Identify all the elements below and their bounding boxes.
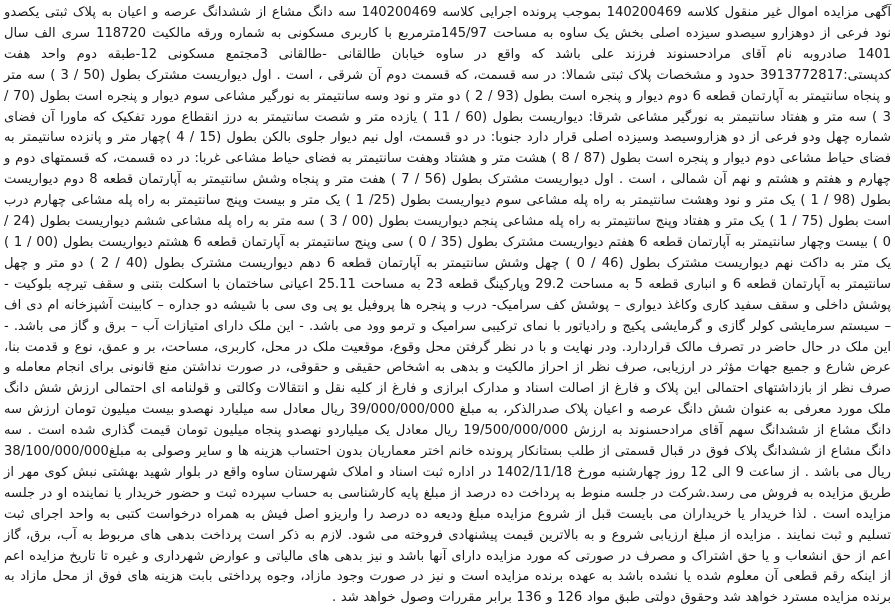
auction-notice-text: آگهی مزایده اموال غیر منقول کلاسه 140200469 بموجب پرونده اجرایی کلاسه 140200469 سه دانگ مشاع از ششدانگ عرصه و اعیان به پلاک ثبتی یکصدو نود فرعی از دوهزارو سیصدو سیزده اصلی بخش یک ساوه به مساحت 145/97مترمربع با کاربری مسکونی به شماره ورقه مالکیت 118720 سری الف سال 1401 صادروبه نام آقای مرادحسنوند فرزند علی باشد که واقع در ساوه خیابان طالقانی -طالقانی 3مجتمع مسکونی 12-طبقه دوم واحد هفت کدپستی:3913772817 حدود و مشخصات پلاک ثبتی شمالا: در سه قسمت، که قسمت دوم آن شرقی ، است . اول دیواریست مشترک بطول (50 / 3 ) سه متر و پنجاه سانتیمتر به آپارتمان قطعه 6 دوم دیوار و پنجره است بطول (93 / 2 ) دو متر و نود وسه سانتیمتر به نورگیر مشاعی سوم دیوار و پنجره است بطول (70 / 3 ) سه متر و هفتاد سانتیمتر به نورگیر مشاعی شرقا: دیواریست بطول (60 / 11 ) یازده متر و شصت سانتیمتر به درز انقطاع مورد تفکیک که ماورا آن فضای شماره چهل ودو فرعی از دو هزاروسیصد وسیزده اصلی قرار دارد جنوبا: در دو قسمت، اول نیم دیوار جلوی بالکن بطول (15 / 4 )چهار متر و پانزده سانتیمتر به فضای حیاط مشاعی دوم دیوار و پنجره است بطول (87 / 8 ) هشت متر و هشتاد وهفت سانتیمتر به فضای حیاط مشاعی غربا: در ده قسمت، که قسمتهای دوم و چهارم و هفتم و هشتم و نهم آن شمالی ، است . اول دیواریست مشترک بطول (56 / 7 ) هفت متر و پنجاه وشش سانتیمتر به آپارتمان قطعه 8 دوم دیواریست بطول (98 / 1 ) یک متر و نود وهشت سانتیمتر به راه پله مشاعی سوم دیواریست بطول (25/ 1 ) یک متر و بیست وپنج سانتیمتر به راه پله مشاعی چهارم درب است بطول (75 / 1 ) یک متر و هفتاد وپنج سانتیمتر به راه پله مشاعی پنجم دیواریست بطول (00 / 3 ) سه متر به راه پله مشاعی ششم دیواریست بطول (24 / 0 ) بیست وچهار سانتیمتر به آپارتمان قطعه 6 هفتم دیواریست مشترک بطول (35 / 0 ) سی وپنج سانتیمتر به آپارتمان قطعه 6 هشتم دیواریست بطول (00 / 1 ) یک متر به داکت نهم دیواریست مشترک بطول (46 / 0 ) چهل وشش سانتیمتر به آپارتمان قطعه 6 دهم دیواریست مشترک بطول (40 / 2 ) دو متر و چهل سانتیمتر به آپارتمان قطعه 6 و انباری قطعه 5 به مساحت 29.2 وپارکینگ قطعه 23 به مساحت 25.11 اعیانی ساختمان با اسکلت بتنی و سقف تیرچه بلوکیت - پوشش داخلی و سقف سفید کاری وکاغذ دیواری – پوشش کف سرامیک- درب و پنجره ها پروفیل یو پی وی سی با شیشه دو جداره – کابینت آشپزخانه ام دی اف – سیستم سرمایشی کولر گازی و گرمایشی پکیج و رادیاتور با نمای ترکیبی سرامیک و ترمو وود می باشد. - این ملک دارای امتیازات آب – برق و گاز می باشد. - این ملک در حال حاضر در تصرف مالک قراردارد. ودر نهایت و با در نظر گرفتن محل وقوع، موقعیت ملک در محل، کاربری، مساحت، بر و عمق، نوع و قدمت بنا، عرض شارع و جمیع جهات مؤثر در ارزیابی، صرف نظر از احراز مالکیت و بدهی به اشخاص حقیقی و حقوقی، در صورت نداشتن منع قانونی برای انجام معامله و صرف نظر از بازداشتهای احتمالی این پلاک و فارغ از اصالت اسناد و مدارک ابرازی و فارغ از کلیه نقل و انتقالات وکالتی و قولنامه ای احتمالی ارزش شش دانگ ملک مورد معرفی به عنوان شش دانگ عرصه و اعیان پلاک صدرالذکر، به مبلغ 39/000/000/000 ریال معادل سه میلیارد نهصدو بیست میلیون تومان ارزش سه دانگ مشاع از ششدانگ سهم آقای مرادحسنوند به ارزش 19/500/000/000 ریال معادل یک میلیاردو نهصدو پنجاه میلیون تومان قیمت گذاری شده است . سه دانگ مشاع از ششدانگ پلاک فوق در قبال قسمتی از طلب بستانکار پرونده خانم اختر معماریان بدون احتساب هزینه ها و سایر وصولی به مبلغ38/100/000/000 ریال می باشد . از ساعت 9 الی 12 روز چهارشنبه مورخ 1402/11/18 در اداره ثبت اسناد و املاک شهرستان ساوه واقع در بلوار شهید بهشتی نبش کوی مهر از طریق مزایده به فروش می رسد.شرکت در جلسه منوط به پرداخت ده درصد از مبلغ پایه کارشناسی به حساب سپرده ثبت و حضور خریدار یا نماینده او در جلسه مزایده است . لذا خریدار یا خریداران می بایست قبل از شروع مزایده مبلغ ودیعه ده درصد را واریزو اصل فیش به همراه درخواست کتبی به واحد اجرای ثبت تسلیم و ثبت نمایند . مزایده از مبلغ ارزیابی شروع و به بالاترین قیمت پیشنهادی فروخته می شود. لازم به ذکر است پرداخت بدهی های مربوط به آب، برق، گاز اعم از حق انشعاب و یا حق اشتراک و مصرف در صورتی که مورد مزایده دارای آنها باشد و نیز بدهی های مالیاتی و عوارض شهرداری و غیره تا تاریخ مزایده اعم از اینکه رقم قطعی آن معلوم شده یا نشده باشد به عهده برنده مزایده است و نیز در صورت وجود مازاد، وجوه پرداختی بابت هزینه های فوق از محل مازاد به برنده مزایده مسترد خواهد شد وحقوق دولتی طبق مواد 126 و 136 برابر مقررات وصول خواهد شد . (4, 5, 892, 606)
